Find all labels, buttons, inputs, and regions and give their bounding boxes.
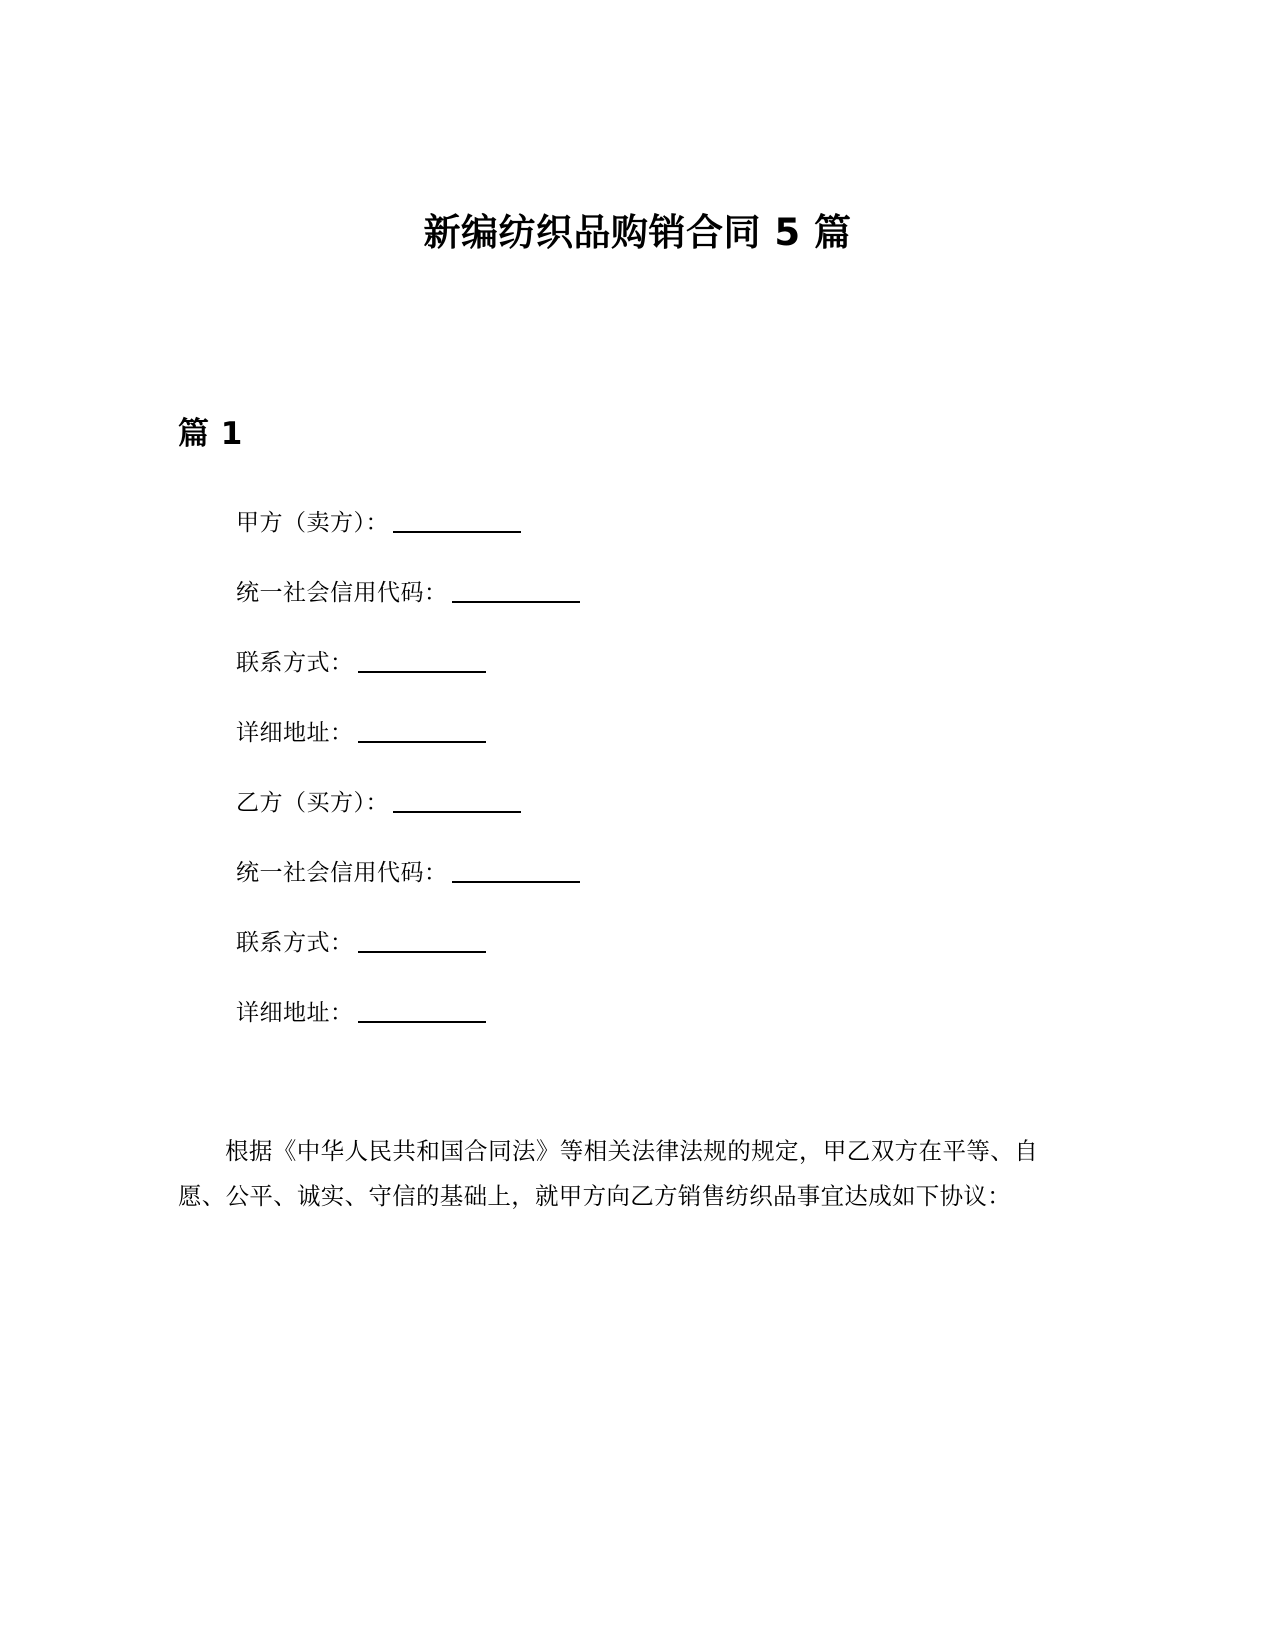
field-row-seller-credit-code	[236, 578, 1036, 609]
field-blank-buyer-name[interactable]	[393, 791, 521, 813]
field-row-seller-name	[236, 508, 1036, 539]
field-row-seller-address	[236, 718, 1036, 749]
field-label: 详细地址：	[236, 720, 354, 747]
field-row-buyer-address	[236, 998, 1036, 1029]
field-row-buyer-contact	[236, 928, 1036, 959]
section-heading-pian-1: 篇 1	[178, 415, 243, 452]
field-label: 甲方（卖方）：	[236, 510, 389, 536]
party-fields-list	[236, 508, 1036, 1029]
field-label: 统一社会信用代码：	[236, 580, 448, 607]
field-label: 乙方（买方）：	[236, 790, 389, 817]
field-blank-buyer-credit-code[interactable]	[452, 861, 580, 883]
field-blank-seller-contact[interactable]	[358, 651, 486, 673]
field-blank-seller-credit-code[interactable]	[452, 581, 580, 603]
preamble-paragraph: 根据《中华人民共和国合同法》等相关法律法规的规定，甲乙双方在平等、自愿、公平、诚实、守信的基础上，就甲方向乙方销售纺织品事宜达成如下协议：	[178, 1136, 1038, 1211]
field-blank-buyer-contact[interactable]	[358, 931, 486, 953]
field-row-seller-contact	[236, 648, 1036, 679]
field-label: 联系方式：	[236, 930, 354, 957]
field-label: 联系方式：	[236, 650, 354, 677]
page-title: 新编纺织品购销合同 5 篇	[423, 210, 852, 254]
field-label: 详细地址：	[236, 1000, 354, 1027]
field-row-buyer-credit-code	[236, 858, 1036, 889]
field-blank-seller-name[interactable]	[393, 511, 521, 533]
field-blank-buyer-address[interactable]	[358, 1001, 486, 1023]
field-blank-seller-address[interactable]	[358, 721, 486, 743]
field-row-buyer-name	[236, 788, 1036, 819]
field-label: 统一社会信用代码：	[236, 860, 448, 887]
